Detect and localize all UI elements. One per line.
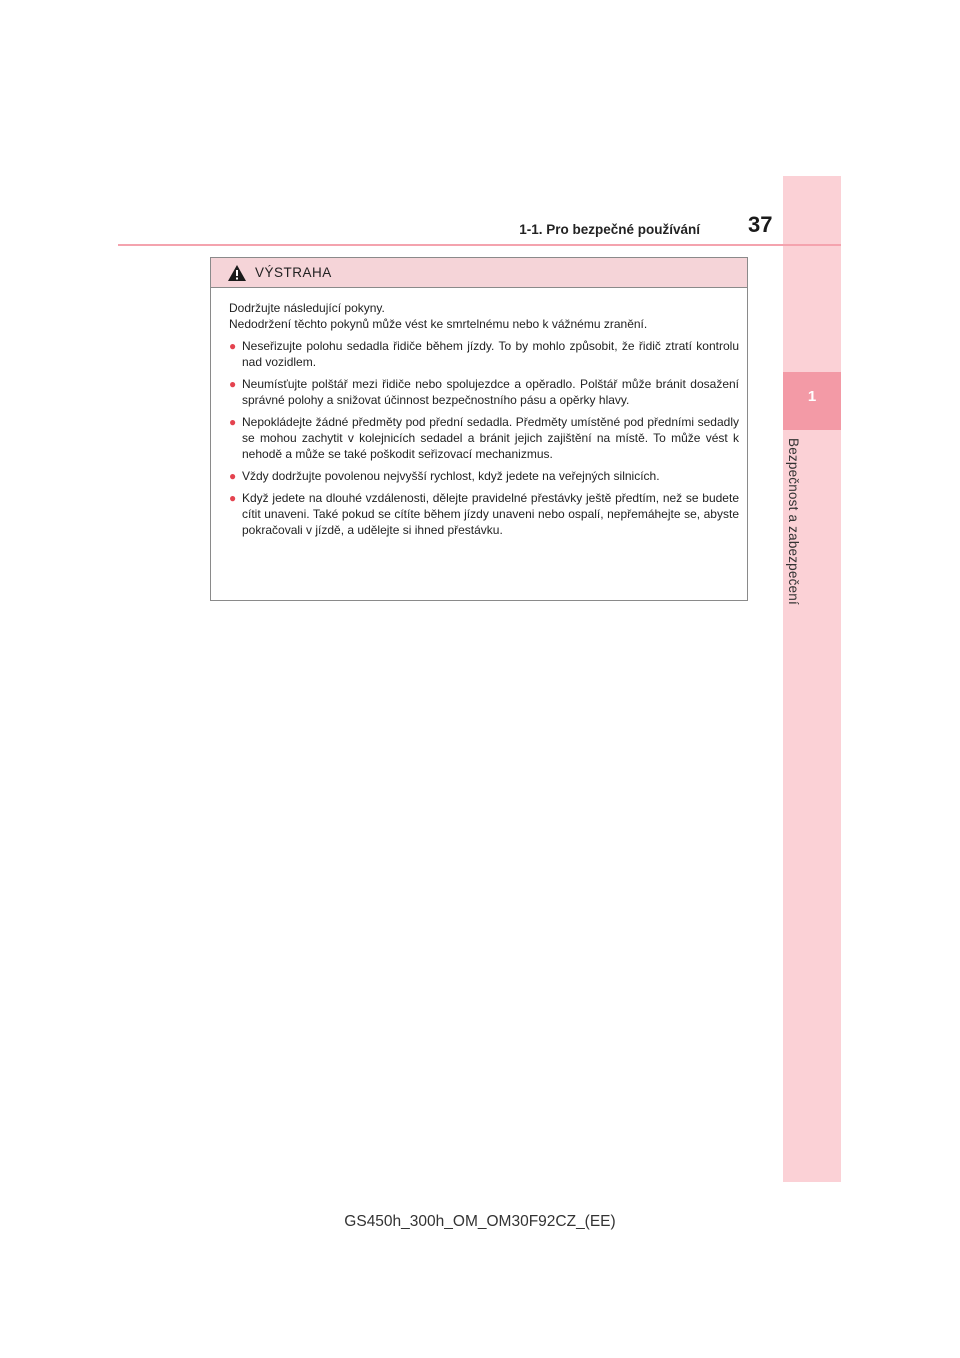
warning-intro — [229, 300, 739, 332]
warning-box — [210, 257, 748, 601]
warning-intro-line: Nedodržení těchto pokynů může vést ke smrtelnému nebo k vážnému zranění. — [229, 317, 648, 331]
header-divider — [118, 244, 841, 246]
warning-item-text: Když jedete na dlouhé vzdálenosti, dělejte pravidelné přestávky ještě předtím, než se budete cítit unaveni. Také pokud se cítíte během jízdy unaveni nebo ospalí, nepřemáhejte se, abyste pokračovali v jízdě, a udělejte si ihned přestávku. — [242, 491, 739, 537]
side-chapter-label: Bezpečnost a zabezpečení — [786, 438, 801, 605]
warning-item — [229, 376, 739, 408]
warning-item-text: Neseřizujte polohu sedadla řidiče během jízdy. To by mohlo způsobit, že řidič ztratí kontrolu nad vozidlem. — [242, 339, 739, 369]
warning-item — [229, 468, 739, 484]
warning-triangle-icon — [227, 264, 247, 282]
warning-item — [229, 338, 739, 370]
section-title: 1-1. Pro bezpečné používání — [519, 222, 700, 237]
warning-body — [211, 288, 747, 538]
warning-item-text: Vždy dodržujte povolenou nejvyšší rychlost, když jedete na veřejných silnicích. — [242, 469, 660, 483]
bullet-icon: ● — [229, 339, 237, 353]
bullet-icon: ● — [229, 377, 237, 391]
bullet-icon: ● — [229, 469, 237, 483]
bullet-icon: ● — [229, 415, 237, 429]
warning-title: VÝSTRAHA — [255, 265, 332, 280]
warning-intro-line: Dodržujte následující pokyny. — [229, 301, 385, 315]
document-code: GS450h_300h_OM_OM30F92CZ_(EE) — [344, 1213, 616, 1230]
side-chapter-number: 1 — [807, 388, 817, 405]
bullet-icon: ● — [229, 491, 237, 505]
side-chapter-tab — [783, 176, 841, 1182]
warning-item-text: Nepokládejte žádné předměty pod přední sedadla. Předměty umístěné pod předními sedadly se mohou zachytit v kolejnicích sedadel a bránit jejich zajištění na místě. To může vést k nehodě a může se také poškodit seřizovací mechanizmus. — [242, 415, 739, 461]
warning-item — [229, 490, 739, 538]
page-number: 37 — [748, 212, 773, 237]
warning-header — [211, 258, 747, 288]
warning-item-text: Neumísťujte polštář mezi řidiče nebo spolujezdce a opěradlo. Polštář může bránit dosažení správné polohy a snižovat účinnost bezpečnostního pásu a opěrky hlavy. — [242, 377, 739, 407]
warning-item — [229, 414, 739, 462]
